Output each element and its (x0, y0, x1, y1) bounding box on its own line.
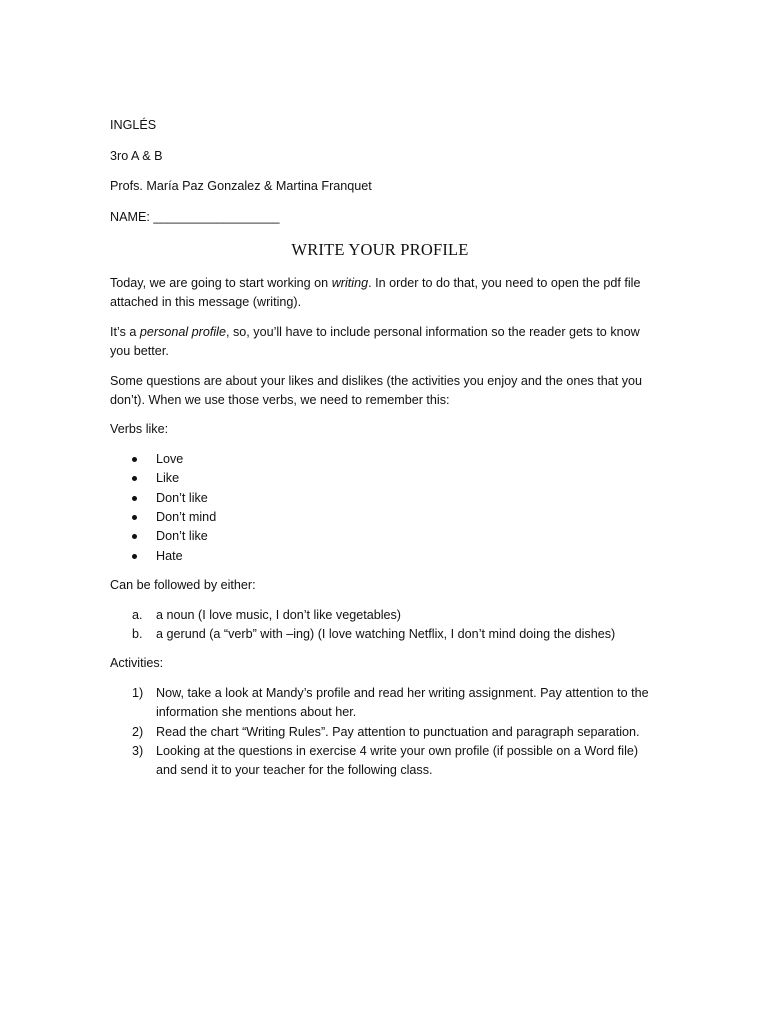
list-item: Don’t like (110, 527, 655, 546)
intro-paragraph-3: Some questions are about your likes and dislikes (the activities you enjoy and the ones that you don’t). When we use those verbs, we need to remember this: (110, 373, 643, 408)
activities-heading: Activities: (110, 656, 164, 671)
list-item-text: Now, take a look at Mandy’s profile and read her writing assignment. Pay attention to the information she mentions about her. (156, 685, 649, 720)
activities-list (110, 684, 655, 781)
list-item (110, 723, 655, 742)
list-item (110, 606, 655, 625)
name-field-line: NAME: __________________ (110, 209, 280, 224)
followed-heading: Can be followed by either: (110, 578, 256, 593)
intro-p1-end: . In order to do that, you need to open the pdf file attached in this message (writing). (110, 276, 641, 310)
list-marker: 3) (132, 744, 144, 759)
list-marker: 2) (132, 724, 144, 739)
list-item (110, 684, 655, 723)
list-item: Don’t mind (110, 508, 655, 527)
verbs-list (110, 450, 655, 566)
intro-p1-start: Today, we are going to start working on (110, 276, 332, 290)
list-item-text: a noun (I love music, I don’t like vegetables) (156, 607, 402, 622)
intro-p2-end: , so, you’ll have to include personal information so the reader gets to know you better. (110, 324, 640, 359)
list-item: Hate (110, 547, 655, 566)
worksheet-body (110, 274, 655, 791)
page-title: WRITE YOUR PROFILE (291, 240, 469, 259)
list-item-text: a gerund (a “verb” with –ing) (I love watching Netflix, I don’t mind doing the dishes) (156, 627, 616, 641)
intro-p1-emphasis: writing (331, 276, 369, 290)
intro-p2-start: It’s a (110, 324, 140, 339)
list-item-text: Looking at the questions in exercise 4 write your own profile (if possible on a Word file) and send it to your teacher for the following class. (156, 744, 639, 778)
list-item (110, 625, 655, 644)
intro-paragraph-1 (110, 274, 655, 313)
worksheet-header (110, 116, 670, 238)
list-item-text: Read the chart “Writing Rules”. Pay attention to punctuation and paragraph separation. (156, 724, 640, 739)
intro-paragraph-2 (110, 323, 655, 362)
verbs-heading: Verbs like: (110, 422, 169, 437)
list-item (110, 742, 655, 781)
intro-p2-emphasis: personal profile (139, 324, 226, 339)
list-item: Like (110, 469, 655, 488)
followed-list (110, 606, 655, 645)
teachers-line: Profs. María Paz Gonzalez & Martina Franquet (110, 179, 372, 194)
list-marker: b. (132, 627, 143, 641)
course-line: 3ro A & B (110, 148, 163, 163)
subject-line: INGLÉS (110, 118, 157, 132)
list-item: Love (110, 450, 655, 469)
list-marker: 1) (132, 685, 144, 700)
list-marker: a. (132, 607, 143, 622)
list-item: Don’t like (110, 489, 655, 508)
